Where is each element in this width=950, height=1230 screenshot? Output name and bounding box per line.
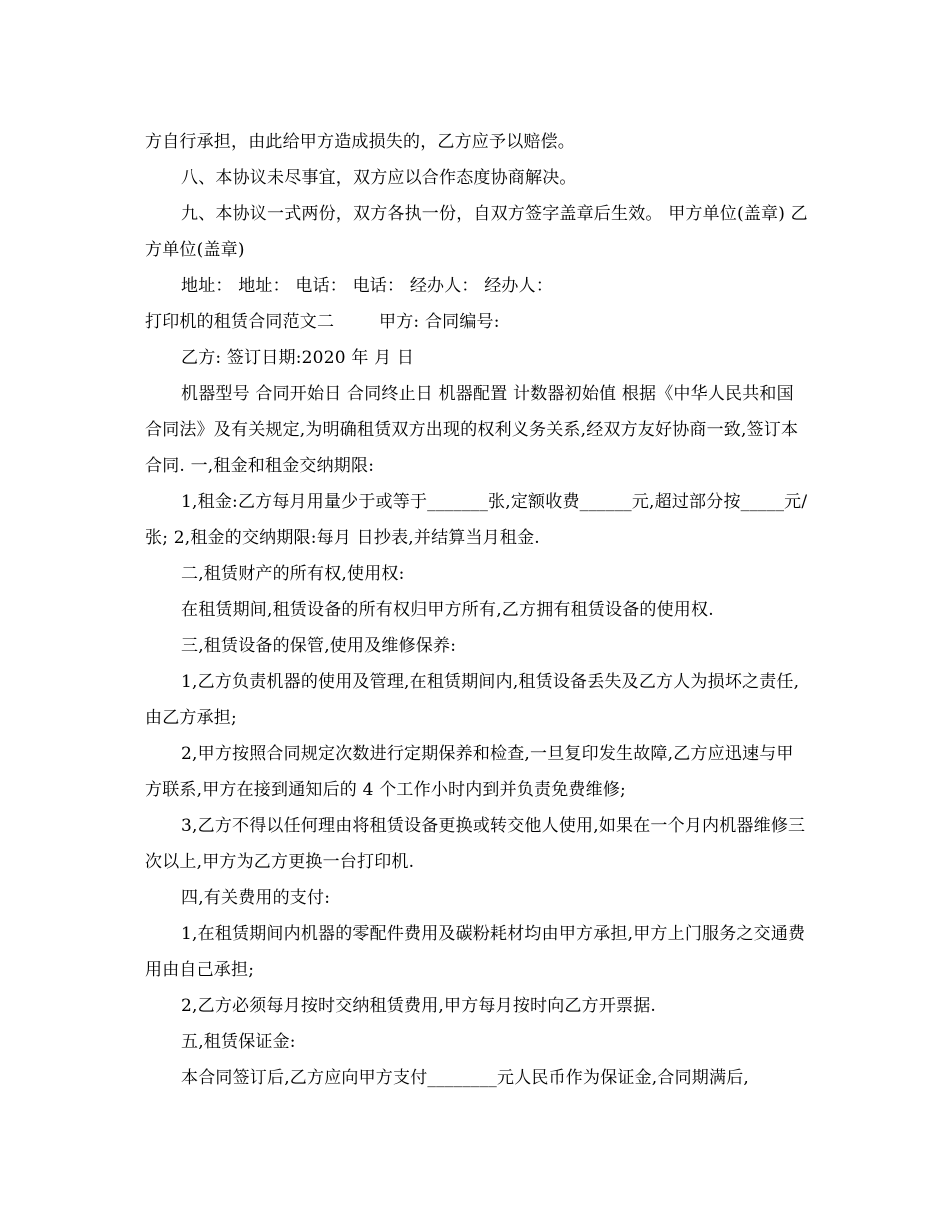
paragraph-rent: 1,租金:乙方每月用量少于或等于_______张,定额收费______元,超过部分按_____元/张; 2,租金的交纳期限:每月 日抄表,并结算当月租金. xyxy=(145,492,808,548)
paragraph-party-b-date: 乙方: 签订日期:2020 年 月 日 xyxy=(181,348,415,368)
paragraph-maintenance-2: 2,甲方按照合同规定次数进行定期保养和检查,一旦复印发生故障,乙方应迅速与甲方联系,甲方在接到通知后的 4 个工作小时内到并负责免费维修; xyxy=(145,744,794,800)
paragraph-intro: 机器型号 合同开始日 合同终止日 机器配置 计数器初始值 根据《中华人民共和国合同法》及有关规定,为明确租赁双方出现的权利义务关系,经双方友好协商一致,签订本合同. 一,租金和租金交纳期限: xyxy=(145,384,799,476)
paragraph-section-4-heading: 四,有关费用的支付: xyxy=(181,888,331,908)
paragraph-fees-1: 1,在租赁期间内机器的零配件费用及碳粉耗材均由甲方承担,甲方上门服务之交通费用由自己承担; xyxy=(145,924,806,980)
paragraph-contact-fields: 地址： 地址： 电话： 电话： 经办人： 经办人： xyxy=(181,276,554,296)
paragraph-fees-2: 2,乙方必须每月按时交纳租赁费用,甲方每月按时向乙方开票据. xyxy=(181,996,657,1016)
paragraph-section-3-heading: 三,租赁设备的保管,使用及维修保养: xyxy=(181,636,457,656)
document-body xyxy=(145,124,810,1096)
paragraph-maintenance-1: 1,乙方负责机器的使用及管理,在租赁期间内,租赁设备丢失及乙方人为损坏之责任,由乙方承担; xyxy=(145,672,800,728)
paragraph-clause-8: 八、本协议未尽事宜，双方应以合作态度协商解决。 xyxy=(181,168,577,188)
paragraph-clause-9: 九、本协议一式两份，双方各执一份，自双方签字盖章后生效。 甲方单位(盖章) 乙方单位(盖章) xyxy=(145,204,808,260)
paragraph-deposit: 本合同签订后,乙方应向甲方支付________元人民币作为保证金,合同期满后, xyxy=(181,1068,750,1088)
paragraph-ownership: 在租赁期间,租赁设备的所有权归甲方所有,乙方拥有租赁设备的使用权. xyxy=(181,600,714,620)
paragraph-section-2-heading: 二,租赁财产的所有权,使用权: xyxy=(181,564,405,584)
paragraph-compensation: 方自行承担，由此给甲方造成损失的，乙方应予以赔偿。 xyxy=(145,132,575,152)
paragraph-contract-title: 打印机的租赁合同范文二 甲方: 合同编号: xyxy=(145,312,500,332)
paragraph-section-5-heading: 五,租赁保证金: xyxy=(181,1032,296,1052)
paragraph-maintenance-3: 3,乙方不得以任何理由将租赁设备更换或转交他人使用,如果在一个月内机器维修三次以上,甲方为乙方更换一台打印机. xyxy=(145,816,806,872)
